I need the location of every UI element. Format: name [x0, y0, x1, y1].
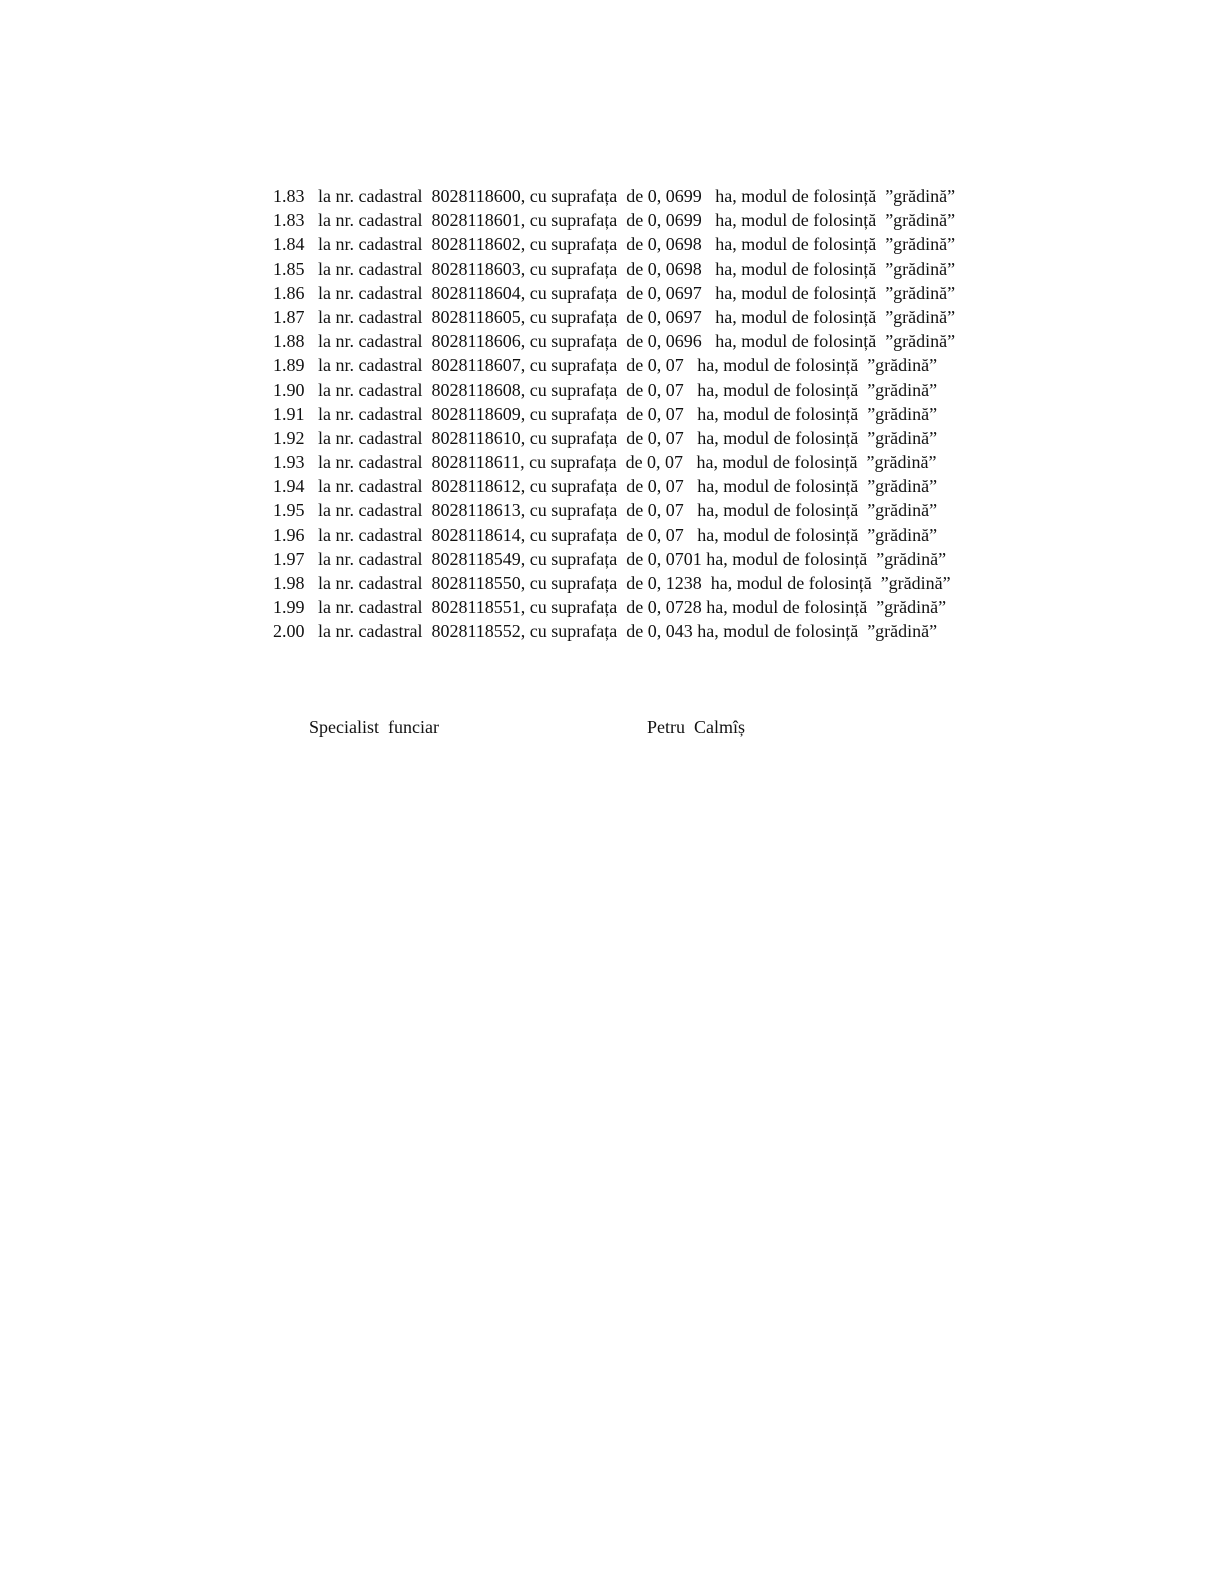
- item-text: la nr. cadastral 8028118603, cu suprafața de 0, 0698 ha, modul de folosință ”grădină”: [318, 258, 956, 279]
- item-text: la nr. cadastral 8028118610, cu suprafața de 0, 07 ha, modul de folosință ”grădină”: [318, 427, 938, 448]
- signatory-role: Specialist funciar: [309, 717, 439, 737]
- item-text: la nr. cadastral 8028118601, cu suprafața de 0, 0699 ha, modul de folosință ”grădină”: [318, 210, 956, 231]
- item-number: 1.91: [273, 403, 305, 424]
- item-text: la nr. cadastral 8028118614, cu suprafața de 0, 07 ha, modul de folosință ”grădină”: [318, 524, 938, 545]
- list-item: [273, 474, 955, 498]
- item-number: 1.85: [273, 258, 305, 279]
- item-number: 2.00: [273, 621, 305, 642]
- item-text: la nr. cadastral 8028118552, cu suprafața de 0, 043 ha, modul de folosință ”grădină”: [318, 621, 938, 642]
- item-number: 1.93: [273, 452, 305, 473]
- item-number: 1.96: [273, 524, 305, 545]
- item-text: la nr. cadastral 8028118611, cu suprafața de 0, 07 ha, modul de folosință ”grădină”: [318, 452, 937, 473]
- list-item: [273, 402, 955, 426]
- list-item: [273, 571, 955, 595]
- list-item: [273, 281, 955, 305]
- item-number: 1.83: [273, 186, 305, 206]
- item-text: la nr. cadastral 8028118605, cu suprafața de 0, 0697 ha, modul de folosință ”grădină”: [318, 306, 956, 327]
- list-item: [273, 523, 955, 547]
- item-number: 1.95: [273, 500, 305, 521]
- list-item: [273, 208, 955, 232]
- list-item: [273, 426, 955, 450]
- item-number: 1.87: [273, 306, 305, 327]
- item-number: 1.99: [273, 597, 305, 618]
- cadastral-list: [273, 184, 955, 644]
- list-item: [273, 257, 955, 281]
- item-text: la nr. cadastral 8028118604, cu suprafața de 0, 0697 ha, modul de folosință ”grădină”: [318, 282, 956, 303]
- list-item: [273, 305, 955, 329]
- item-text: la nr. cadastral 8028118550, cu suprafața de 0, 1238 ha, modul de folosință ”grădină”: [318, 573, 951, 593]
- item-text: la nr. cadastral 8028118607, cu suprafața de 0, 07 ha, modul de folosință ”grădină”: [318, 355, 938, 376]
- item-text: la nr. cadastral 8028118608, cu suprafața de 0, 07 ha, modul de folosință ”grădină”: [318, 379, 938, 400]
- item-number: 1.90: [273, 379, 305, 400]
- list-item: [273, 378, 955, 402]
- item-text: la nr. cadastral 8028118602, cu suprafața de 0, 0698 ha, modul de folosință ”grădină”: [318, 234, 956, 255]
- list-item: [273, 329, 955, 353]
- item-number: 1.84: [273, 234, 305, 255]
- item-number: 1.97: [273, 548, 305, 569]
- item-number: 1.89: [273, 355, 305, 376]
- item-number: 1.83: [273, 210, 305, 231]
- item-text: la nr. cadastral 8028118606, cu suprafața de 0, 0696 ha, modul de folosință ”grădină”: [318, 331, 956, 352]
- item-number: 1.92: [273, 427, 305, 448]
- list-item: [273, 595, 955, 619]
- item-text: la nr. cadastral 8028118551, cu suprafața de 0, 0728 ha, modul de folosință ”grădină”: [318, 597, 947, 618]
- item-number: 1.88: [273, 331, 305, 352]
- item-number: 1.94: [273, 476, 305, 497]
- list-item: [273, 450, 955, 474]
- item-number: 1.98: [273, 573, 305, 593]
- list-item: [273, 353, 955, 377]
- list-item: [273, 232, 955, 256]
- list-item: [273, 184, 955, 208]
- item-text: la nr. cadastral 8028118600, cu suprafața de 0, 0699 ha, modul de folosință ”grădină”: [318, 186, 956, 206]
- list-item: [273, 547, 955, 571]
- item-number: 1.86: [273, 282, 305, 303]
- item-text: la nr. cadastral 8028118612, cu suprafața de 0, 07 ha, modul de folosință ”grădină”: [318, 476, 938, 497]
- item-text: la nr. cadastral 8028118613, cu suprafața de 0, 07 ha, modul de folosință ”grădină”: [318, 500, 938, 521]
- list-item: [273, 498, 955, 522]
- list-item: [273, 619, 955, 643]
- item-text: la nr. cadastral 8028118609, cu suprafața de 0, 07 ha, modul de folosință ”grădină”: [318, 403, 938, 424]
- item-text: la nr. cadastral 8028118549, cu suprafața de 0, 0701 ha, modul de folosință ”grădină”: [318, 548, 947, 569]
- signatory-name: Petru Calmîș: [647, 717, 745, 737]
